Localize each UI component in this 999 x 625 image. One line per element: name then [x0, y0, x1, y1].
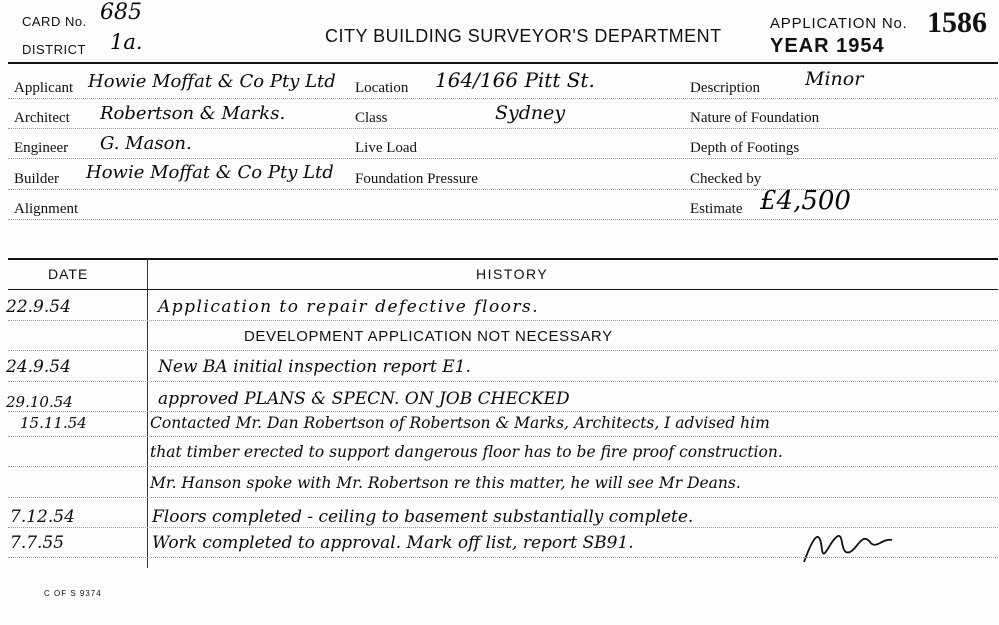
- history-rule: [8, 350, 998, 351]
- field-rule: [8, 189, 998, 190]
- year-label: YEAR 1954: [770, 35, 885, 57]
- live-load-label: Live Load: [355, 140, 418, 156]
- history-column-header: HISTORY: [476, 266, 549, 282]
- history-rule: [8, 527, 998, 528]
- department-title: CITY BUILDING SURVEYOR'S DEPARTMENT: [325, 26, 722, 46]
- history-rule: [8, 436, 998, 437]
- history-row-date: 7.12.54: [10, 507, 75, 527]
- field-rule: [8, 158, 998, 159]
- description-value: Minor: [805, 68, 864, 90]
- location-value: 164/166 Pitt St.: [435, 68, 595, 92]
- field-rule: [8, 219, 998, 220]
- district-label: DISTRICT: [22, 42, 86, 57]
- history-rule: [8, 557, 998, 558]
- engineer-value: G. Mason.: [100, 133, 192, 154]
- history-row-date: 7.7.55: [10, 533, 65, 553]
- history-rule: [8, 497, 998, 498]
- application-no-value: 1586: [927, 6, 987, 39]
- architect-label: Architect: [14, 110, 70, 126]
- estimate-value: £4,500: [760, 186, 851, 216]
- checked-by-label: Checked by: [690, 171, 762, 187]
- history-row-text: Floors completed - ceiling to basement substantially complete.: [152, 507, 694, 527]
- history-rule: [8, 466, 998, 467]
- header-divider: [8, 62, 998, 64]
- fields-divider: [8, 258, 998, 260]
- estimate-label: Estimate: [690, 201, 743, 217]
- location-label: Location: [355, 80, 409, 96]
- district-value: 1a.: [110, 30, 143, 54]
- form-code: C OF S 9374: [44, 589, 102, 598]
- applicant-value: Howie Moffat & Co Pty Ltd: [88, 71, 336, 92]
- history-row-date: 24.9.54: [6, 357, 71, 377]
- history-row-text: Work completed to approval. Mark off list, report SB91.: [152, 533, 634, 553]
- card-no-value: 685: [100, 0, 142, 25]
- date-column-header: DATE: [48, 266, 89, 282]
- history-rule: [8, 411, 998, 412]
- class-value: Sydney: [495, 102, 566, 124]
- card-no-label: CARD No.: [22, 14, 87, 29]
- architect-value: Robertson & Marks.: [100, 103, 286, 124]
- builder-value: Howie Moffat & Co Pty Ltd: [86, 162, 334, 183]
- description-label: Description: [690, 80, 760, 96]
- history-row-text: that timber erected to support dangerous floor has to be fire proof construction.: [150, 443, 783, 461]
- depth-of-footings-label: Depth of Footings: [690, 140, 800, 156]
- field-rule: [8, 98, 998, 99]
- history-rule: [8, 320, 998, 321]
- nature-of-foundation-label: Nature of Foundation: [690, 110, 820, 126]
- builder-label: Builder: [14, 171, 59, 187]
- history-row-date: 15.11.54: [20, 414, 87, 432]
- engineer-label: Engineer: [14, 140, 69, 156]
- field-rule: [8, 128, 998, 129]
- history-rule: [8, 381, 998, 382]
- history-row-date: 29.10.54: [6, 393, 73, 411]
- application-no-label: APPLICATION No.: [770, 15, 908, 32]
- date-column-divider: [147, 258, 148, 568]
- class-label: Class: [355, 110, 388, 126]
- stamp-development-application: DEVELOPMENT APPLICATION NOT NECESSARY: [244, 328, 613, 345]
- foundation-pressure-label: Foundation Pressure: [355, 171, 478, 187]
- history-row-text: approved PLANS & SPECN. ON JOB CHECKED: [158, 389, 570, 409]
- alignment-label: Alignment: [14, 201, 79, 217]
- history-row-date: 22.9.54: [6, 297, 71, 317]
- history-row-text: Application to repair defective floors.: [158, 297, 540, 317]
- history-header-divider: [8, 289, 998, 290]
- history-row-text: New BA initial inspection report E1.: [158, 357, 471, 377]
- signature-scrawl: [800, 522, 900, 572]
- history-row-text: Contacted Mr. Dan Robertson of Robertson & Marks, Architects, I advised him: [150, 414, 770, 432]
- applicant-label: Applicant: [14, 80, 74, 96]
- history-row-text: Mr. Hanson spoke with Mr. Robertson re this matter, he will see Mr Deans.: [150, 474, 741, 492]
